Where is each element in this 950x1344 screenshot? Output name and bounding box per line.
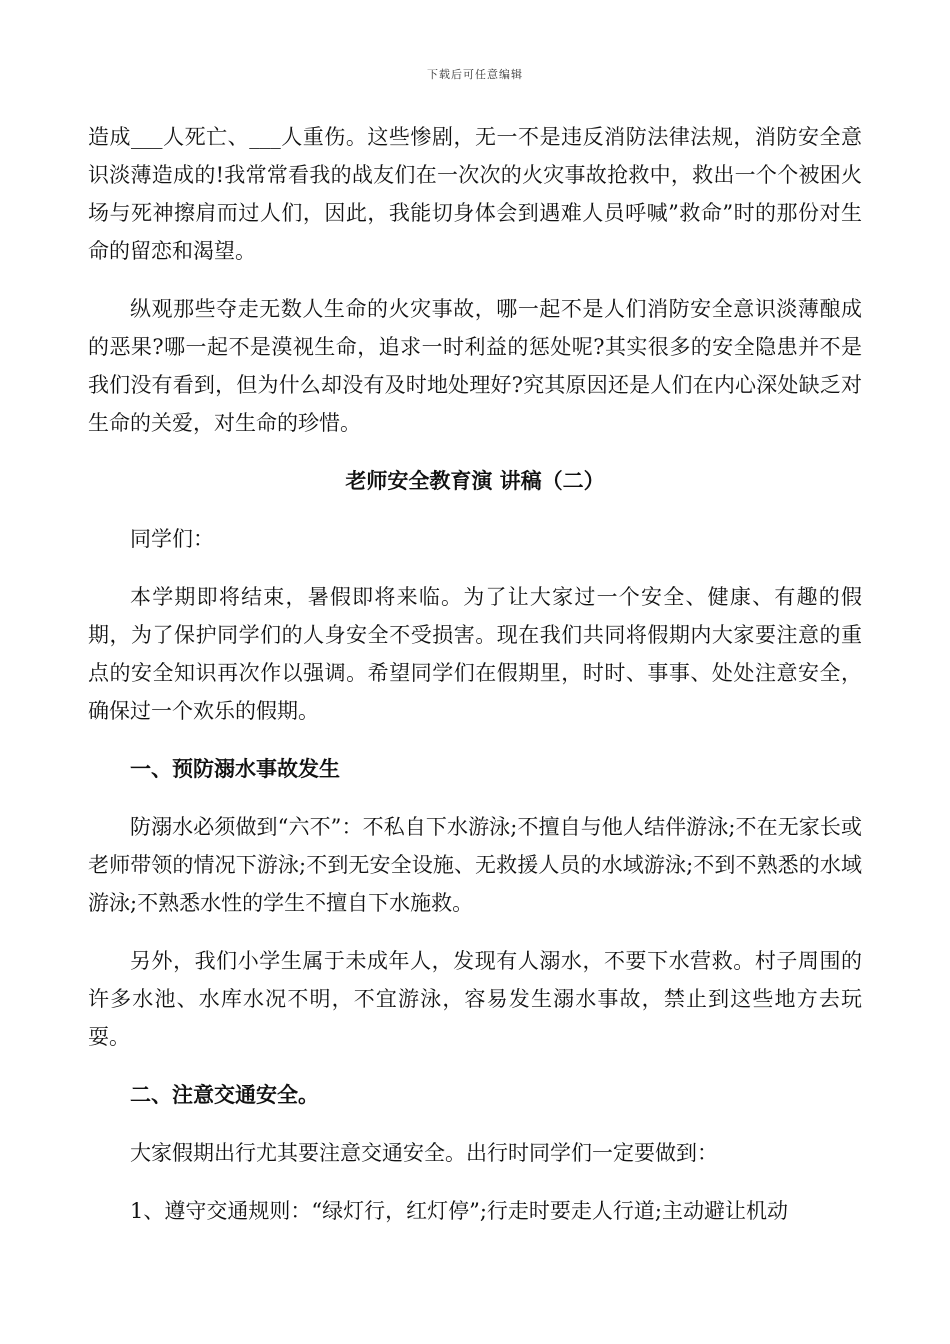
- document-body: [88, 118, 862, 1230]
- paragraph-drowning-advice: 另外，我们小学生属于未成年人，发现有人溺水，不要下水营救。村子周围的许多水池、水库水况不明，不宜游泳，容易发生溺水事故，禁止到这些地方去玩耍。: [88, 949, 862, 1049]
- speech-title: 老师安全教育演 讲稿（二）: [345, 468, 605, 493]
- paragraph-introduction: 本学期即将结束，暑假即将来临。为了让大家过一个安全、健康、有趣的假期，为了保护同学们的人身安全不受损害。现在我们共同将假期内大家要注意的重点的安全知识再次作以强调。希望同学们在假期里，时时、事事、处处注意安全，确保过一个欢乐的假期。: [88, 585, 862, 723]
- paragraph-traffic-rule-1: 1、遵守交通规则：“绿灯行，红灯停”;行走时要走人行道;主动避让机动: [130, 1199, 788, 1223]
- section-heading-drowning: 一、预防溺水事故发生: [130, 756, 340, 781]
- paragraph-fire-reflection: 纵观那些夺走无数人生命的火灾事故，哪一起不是人们消防安全意识淡薄酿成的恶果?哪一起不是漠视生命，追求一时利益的惩处呢?其实很多的安全隐患并不是我们没有看到，但为什么却没有及时地处理好?究其原因还是人们在内心深处缺乏对生命的关爱，对生命的珍惜。: [88, 297, 862, 435]
- salutation: 同学们：: [130, 527, 214, 551]
- paragraph-traffic-intro: 大家假期出行尤其要注意交通安全。出行时同学们一定要做到：: [130, 1141, 718, 1165]
- section-heading-traffic: 二、注意交通安全。: [130, 1082, 319, 1107]
- paragraph-fire-casualties: 造成___人死亡、___人重伤。这些惨剧，无一不是违反消防法律法规，消防安全意识淡薄造成的!我常常看我的战友们在一次次的火灾事故抢救中，救出一个个被困火场与死神擦肩而过人们，因此，我能切身体会到遇难人员呼喊”救命”时的那份对生命的留恋和渴望。: [88, 125, 862, 263]
- page-header-note: 下载后可任意编辑: [427, 68, 523, 81]
- paragraph-six-rules: 防溺水必须做到“六不”：不私自下水游泳;不擅自与他人结伴游泳;不在无家长或老师带领的情况下游泳;不到无安全设施、无救援人员的水域游泳;不到不熟悉的水域游泳;不熟悉水性的学生不擅自下水施救。: [88, 815, 862, 915]
